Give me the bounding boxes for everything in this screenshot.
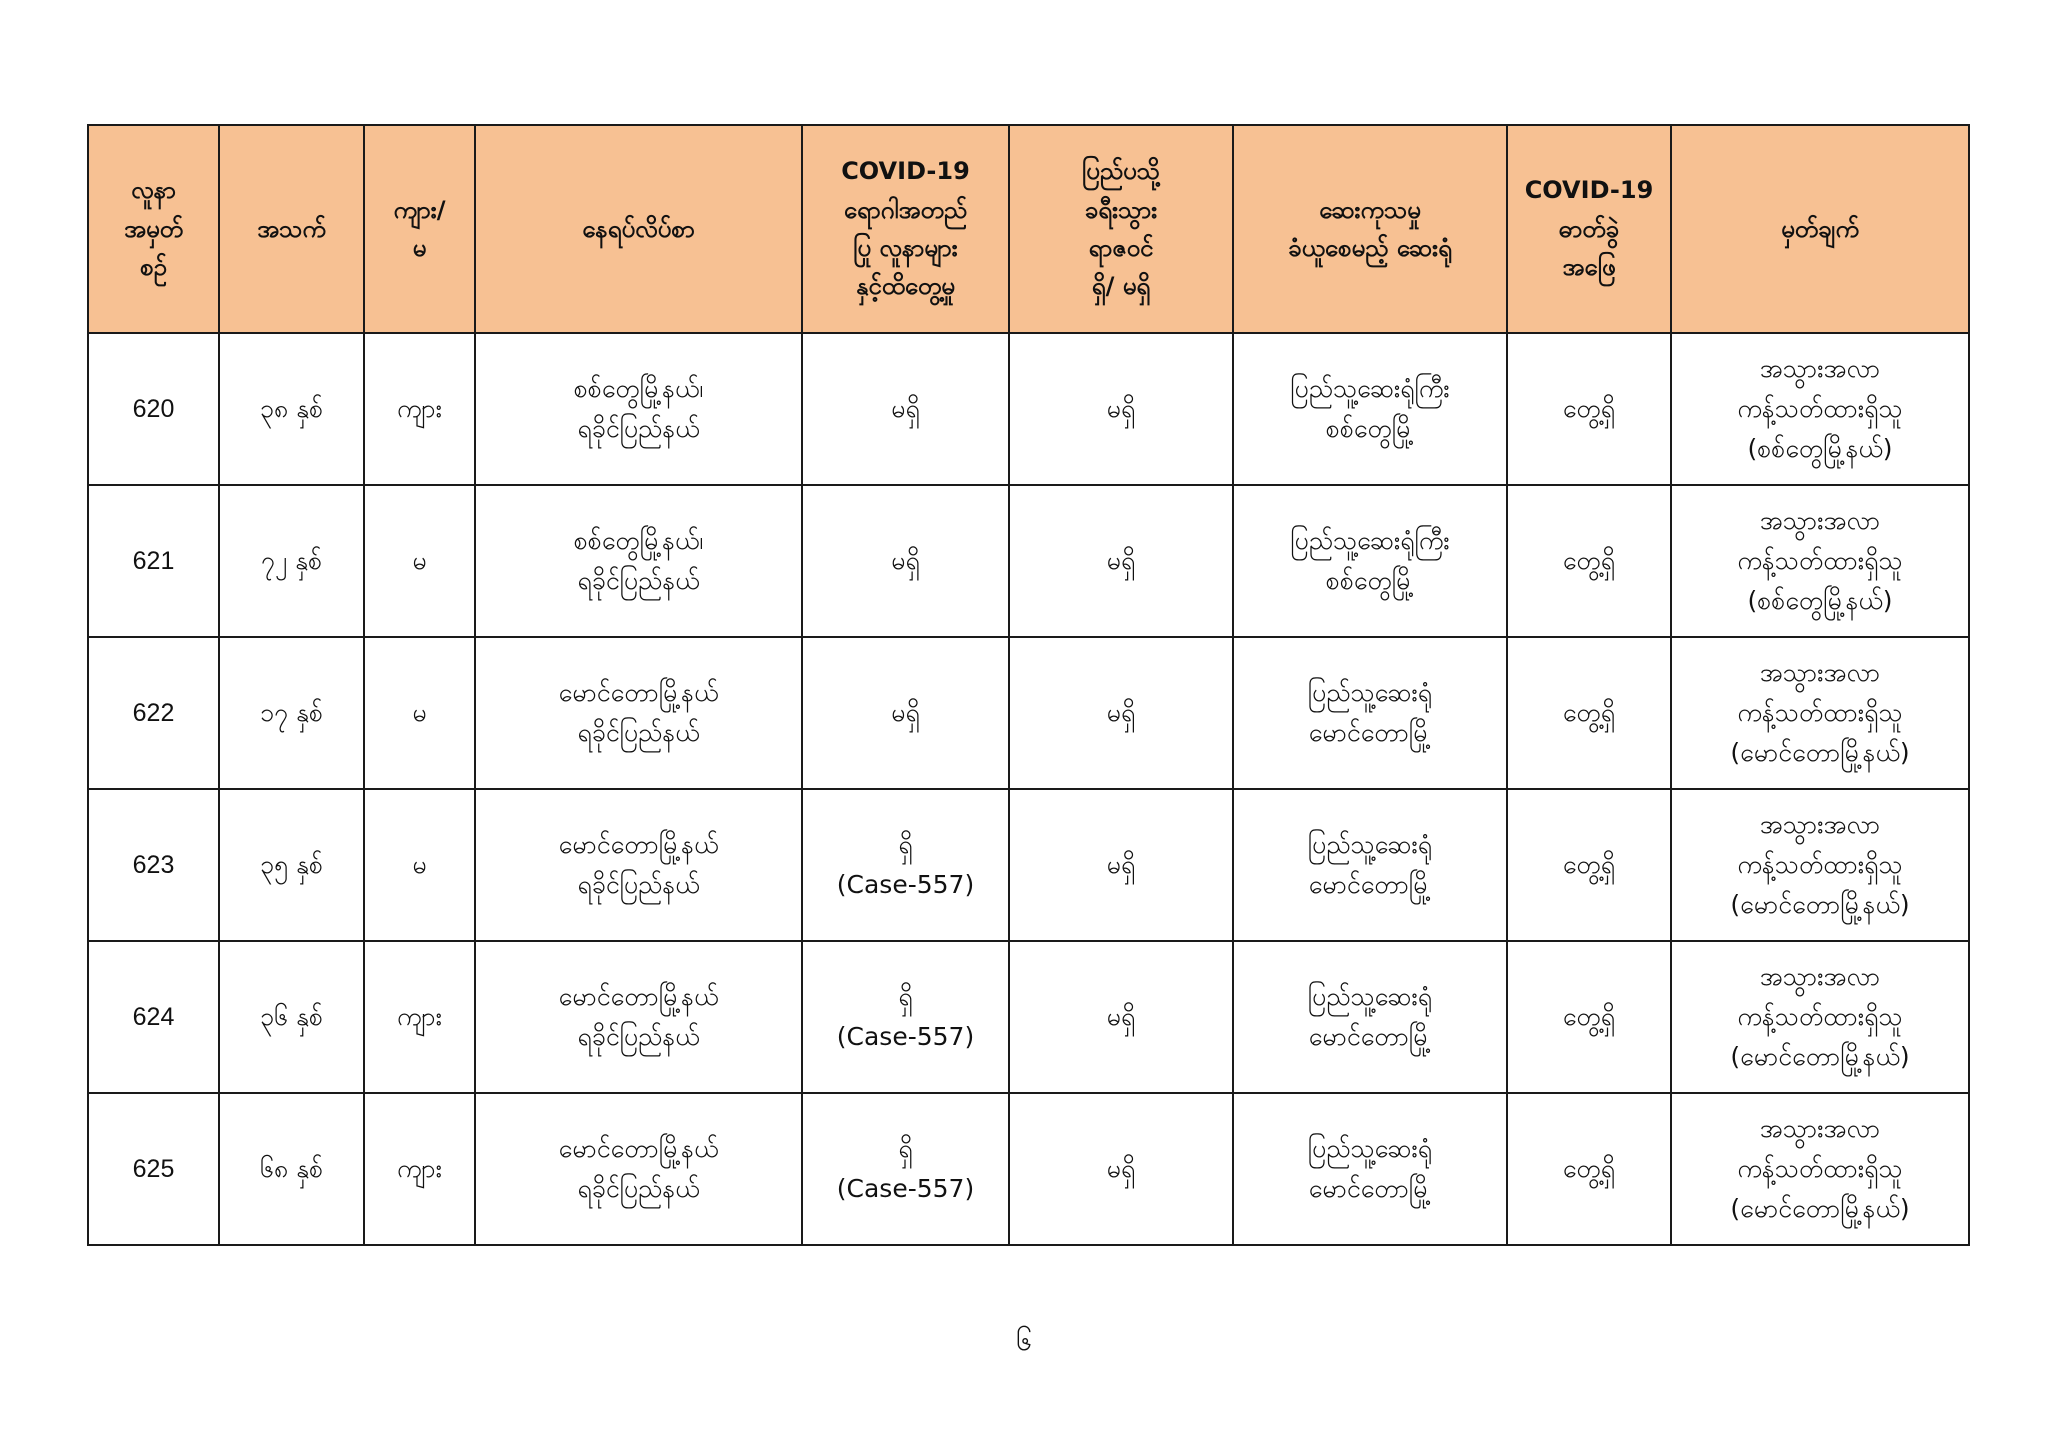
header-age xyxy=(219,125,364,333)
cell-age: ၃၆ နှစ် xyxy=(219,941,364,1093)
header-patient-number-line: အမှတ် xyxy=(123,214,184,243)
header-address xyxy=(475,125,802,333)
cell-remark-line: (မောင်တောမြို့နယ်) xyxy=(1730,738,1910,767)
cell-hospital-line: မောင်တောမြို့ xyxy=(1308,870,1432,899)
cell-remark xyxy=(1671,1093,1969,1245)
cell-hospital-line: မောင်တောမြို့ xyxy=(1308,1174,1432,1203)
cell-contact xyxy=(802,1093,1009,1245)
cell-address-line: ရခိုင်ပြည်နယ် xyxy=(577,718,700,747)
cell-hospital-line: စစ်တွေမြို့ xyxy=(1325,566,1415,595)
cell-address xyxy=(475,637,802,789)
table-row xyxy=(88,333,1969,485)
cell-address-line: စစ်တွေမြို့နယ်၊ xyxy=(573,526,704,555)
cell-address-line: ရခိုင်ပြည်နယ် xyxy=(577,566,700,595)
cell-hospital xyxy=(1233,789,1507,941)
cell-hospital xyxy=(1233,1093,1507,1245)
header-travel-history-line: ရှိ/ မရှိ xyxy=(1091,272,1151,301)
cell-remark-line: ကန့်သတ်ထားရှိသူ xyxy=(1737,698,1903,727)
cell-contact-line: (Case-557) xyxy=(836,1022,975,1051)
cell-address-line: ရခိုင်ပြည်နယ် xyxy=(577,414,700,443)
header-remark xyxy=(1671,125,1969,333)
cell-remark-line: (စစ်တွေမြို့နယ်) xyxy=(1747,434,1893,463)
cell-lab-result: တွေ့ရှိ xyxy=(1507,1093,1671,1245)
header-lab-result-line: COVID-19 xyxy=(1524,176,1654,205)
cell-remark-line: အသွားအလာ xyxy=(1759,506,1881,535)
page-number: ၆ xyxy=(1016,1324,1032,1357)
cell-remark-line: အသွားအလာ xyxy=(1759,810,1881,839)
cell-travel-history: မရှိ xyxy=(1009,485,1233,637)
cell-travel-history: မရှိ xyxy=(1009,637,1233,789)
header-contact-with-confirmed-line: ပြု လူနာများ xyxy=(853,234,958,262)
cell-address xyxy=(475,1093,802,1245)
cell-hospital-line: ပြည်သူ့ဆေးရုံကြီး xyxy=(1290,374,1450,403)
header-sex-line: မ xyxy=(412,234,427,262)
cell-address-line: ရခိုင်ပြည်နယ် xyxy=(577,1174,700,1203)
cell-address-line: ရခိုင်ပြည်နယ် xyxy=(577,1022,700,1051)
header-address-line: နေရပ်လိပ်စာ xyxy=(582,214,695,243)
cell-contact-line: (Case-557) xyxy=(836,1174,975,1203)
cell-remark-line: ကန့်သတ်ထားရှိသူ xyxy=(1737,546,1903,575)
cell-remark-line: ကန့်သတ်ထားရှိသူ xyxy=(1737,394,1903,423)
cell-remark-line: ကန့်သတ်ထားရှိသူ xyxy=(1737,1002,1903,1031)
cell-address xyxy=(475,941,802,1093)
cell-lab-result: တွေ့ရှိ xyxy=(1507,333,1671,485)
cell-contact-line: (Case-557) xyxy=(836,870,975,899)
cell-remark xyxy=(1671,485,1969,637)
cell-remark-line: အသွားအလာ xyxy=(1759,962,1881,991)
header-lab-result-line: ဓာတ်ခွဲ xyxy=(1558,214,1620,243)
header-travel-history-line: ပြည်ပသို့ xyxy=(1082,157,1160,186)
cell-remark xyxy=(1671,333,1969,485)
cell-travel-history: မရှိ xyxy=(1009,789,1233,941)
cell-hospital-line: ပြည်သူ့ဆေးရုံ xyxy=(1307,982,1433,1011)
table-row xyxy=(88,485,1969,637)
table-body xyxy=(88,333,1969,1245)
cell-sex: မ xyxy=(364,789,475,941)
cell-remark-line: အသွားအလာ xyxy=(1759,1114,1881,1143)
cell-hospital-line: ပြည်သူ့ဆေးရုံ xyxy=(1307,1134,1433,1163)
cell-contact xyxy=(802,485,1009,637)
cell-address-line: မောင်တောမြို့နယ် xyxy=(558,678,719,707)
cell-remark-line: အသွားအလာ xyxy=(1759,658,1881,687)
header-lab-result-line: အဖြေ xyxy=(1562,253,1616,282)
header-contact-with-confirmed-line: နှင့်ထိတွေ့မှု xyxy=(855,272,956,301)
cell-lab-result: တွေ့ရှိ xyxy=(1507,789,1671,941)
cell-remark xyxy=(1671,941,1969,1093)
header-travel-history-line: ရာဇဝင် xyxy=(1088,234,1154,262)
cell-address xyxy=(475,485,802,637)
table-row xyxy=(88,1093,1969,1245)
cell-patient-number: 623 xyxy=(88,789,219,941)
cell-hospital-line: မောင်တောမြို့ xyxy=(1308,1022,1432,1051)
cell-address xyxy=(475,333,802,485)
cell-remark-line: (မောင်တောမြို့နယ်) xyxy=(1730,890,1910,919)
cell-hospital-line: မောင်တောမြို့ xyxy=(1308,718,1432,747)
cell-patient-number: 620 xyxy=(88,333,219,485)
cell-hospital-line: ပြည်သူ့ဆေးရုံ xyxy=(1307,830,1433,859)
cell-hospital xyxy=(1233,333,1507,485)
header-row xyxy=(88,125,1969,333)
cell-address-line: စစ်တွေမြို့နယ်၊ xyxy=(573,374,704,403)
cell-address-line: ရခိုင်ပြည်နယ် xyxy=(577,870,700,899)
header-treating-hospital-line: ဆေးကုသမှု xyxy=(1319,195,1421,224)
cell-remark-line: (မောင်တောမြို့နယ်) xyxy=(1730,1042,1910,1071)
cell-contact-line: ရှိ xyxy=(898,982,913,1011)
covid-case-table xyxy=(87,124,1970,1246)
table-row xyxy=(88,941,1969,1093)
cell-age: ၃၈ နှစ် xyxy=(219,333,364,485)
cell-hospital-line: ပြည်သူ့ဆေးရုံကြီး xyxy=(1290,526,1450,555)
table-row xyxy=(88,637,1969,789)
cell-travel-history: မရှိ xyxy=(1009,333,1233,485)
header-treating-hospital xyxy=(1233,125,1507,333)
cell-patient-number: 624 xyxy=(88,941,219,1093)
cell-contact xyxy=(802,333,1009,485)
cell-hospital xyxy=(1233,637,1507,789)
cell-hospital xyxy=(1233,941,1507,1093)
cell-travel-history: မရှိ xyxy=(1009,1093,1233,1245)
header-remark-line: မှတ်ချက် xyxy=(1781,214,1859,243)
header-sex xyxy=(364,125,475,333)
header-sex-line: ကျား/ xyxy=(393,195,446,224)
cell-hospital-line: စစ်တွေမြို့ xyxy=(1325,414,1415,443)
header-patient-number-line: စဉ် xyxy=(140,253,167,282)
cell-sex: မ xyxy=(364,485,475,637)
cell-contact xyxy=(802,941,1009,1093)
cell-lab-result: တွေ့ရှိ xyxy=(1507,941,1671,1093)
cell-address-line: မောင်တောမြို့နယ် xyxy=(558,830,719,859)
cell-remark-line: အသွားအလာ xyxy=(1759,354,1881,383)
cell-contact-line: မရှိ xyxy=(891,394,920,423)
header-contact-with-confirmed-line: ရောဂါအတည် xyxy=(843,195,968,224)
cell-contact-line: ရှိ xyxy=(898,830,913,859)
cell-sex: ကျား xyxy=(364,1093,475,1245)
header-travel-history-line: ခရီးသွား xyxy=(1084,195,1158,224)
cell-hospital xyxy=(1233,485,1507,637)
cell-remark-line: ကန့်သတ်ထားရှိသူ xyxy=(1737,1154,1903,1183)
cell-hospital-line: ပြည်သူ့ဆေးရုံ xyxy=(1307,678,1433,707)
cell-remark-line: (မောင်တောမြို့နယ်) xyxy=(1730,1194,1910,1223)
cell-sex: ကျား xyxy=(364,941,475,1093)
cell-age: ၇၂ နှစ် xyxy=(219,485,364,637)
cell-contact-line: ရှိ xyxy=(898,1134,913,1163)
header-lab-result xyxy=(1507,125,1671,333)
header-patient-number xyxy=(88,125,219,333)
cell-contact-line: မရှိ xyxy=(891,546,920,575)
cell-remark xyxy=(1671,637,1969,789)
cell-remark-line: ကန့်သတ်ထားရှိသူ xyxy=(1737,850,1903,879)
cell-address-line: မောင်တောမြို့နယ် xyxy=(558,1134,719,1163)
cell-lab-result: တွေ့ရှိ xyxy=(1507,485,1671,637)
cell-contact-line: မရှိ xyxy=(891,698,920,727)
cell-contact xyxy=(802,789,1009,941)
header-travel-history xyxy=(1009,125,1233,333)
header-age-line: အသက် xyxy=(257,214,326,243)
table-header xyxy=(88,125,1969,333)
cell-patient-number: 621 xyxy=(88,485,219,637)
cell-remark-line: (စစ်တွေမြို့နယ်) xyxy=(1747,586,1893,615)
table-row xyxy=(88,789,1969,941)
cell-remark xyxy=(1671,789,1969,941)
header-patient-number-line: လူနာ xyxy=(131,176,176,205)
cell-patient-number: 622 xyxy=(88,637,219,789)
cell-address-line: မောင်တောမြို့နယ် xyxy=(558,982,719,1011)
cell-patient-number: 625 xyxy=(88,1093,219,1245)
cell-contact xyxy=(802,637,1009,789)
cell-age: ၁၇ နှစ် xyxy=(219,637,364,789)
header-contact-with-confirmed-line: COVID-19 xyxy=(841,157,970,186)
cell-lab-result: တွေ့ရှိ xyxy=(1507,637,1671,789)
cell-address xyxy=(475,789,802,941)
cell-sex: မ xyxy=(364,637,475,789)
cell-sex: ကျား xyxy=(364,333,475,485)
header-treating-hospital-line: ခံယူစေမည့် ဆေးရုံ xyxy=(1288,234,1452,262)
cell-age: ၆၈ နှစ် xyxy=(219,1093,364,1245)
cell-travel-history: မရှိ xyxy=(1009,941,1233,1093)
cell-age: ၃၅ နှစ် xyxy=(219,789,364,941)
header-contact-with-confirmed xyxy=(802,125,1009,333)
